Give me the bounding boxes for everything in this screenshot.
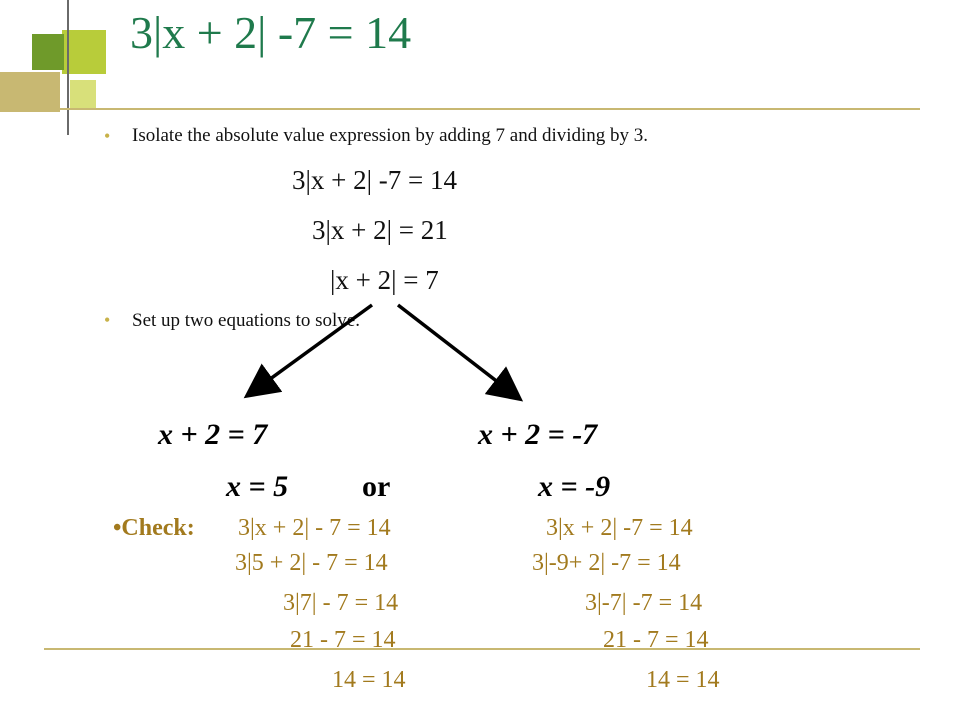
- check-left-1: 3|x + 2| - 7 = 14: [238, 515, 391, 541]
- check-left-5: 14 = 14: [332, 667, 406, 693]
- left-equation: x + 2 = 7: [158, 418, 268, 451]
- right-solution: x = -9: [538, 470, 611, 503]
- check-left-4: 21 - 7 = 14: [290, 627, 396, 653]
- arrow-left: [255, 305, 372, 390]
- step-2: 3|x + 2| = 21: [312, 215, 448, 245]
- check-right-2: 3|-9+ 2| -7 = 14: [532, 550, 681, 576]
- check-right-3: 3|-7| -7 = 14: [585, 590, 703, 616]
- arrow-right: [398, 305, 512, 393]
- check-left-2: 3|5 + 2| - 7 = 14: [235, 550, 388, 576]
- check-right-4: 21 - 7 = 14: [603, 627, 709, 653]
- check-right-1: 3|x + 2| -7 = 14: [546, 515, 693, 541]
- check-label: •Check:: [113, 515, 195, 541]
- step-3: |x + 2| = 7: [330, 265, 439, 295]
- step-1: 3|x + 2| -7 = 14: [292, 165, 458, 195]
- right-equation: x + 2 = -7: [478, 418, 598, 451]
- bullet-dot: •: [104, 126, 111, 146]
- or-word: or: [362, 470, 391, 503]
- slide-title: 3|x + 2| -7 = 14: [130, 7, 412, 58]
- bullet-dot: •: [104, 310, 111, 330]
- check-right-5: 14 = 14: [646, 667, 720, 693]
- left-solution: x = 5: [226, 470, 289, 503]
- bullet-isolate: Isolate the absolute value expression by adding 7 and dividing by 3.: [132, 125, 649, 146]
- check-left-3: 3|7| - 7 = 14: [283, 590, 399, 616]
- bullet-setup: Set up two equations to solve.: [132, 310, 360, 331]
